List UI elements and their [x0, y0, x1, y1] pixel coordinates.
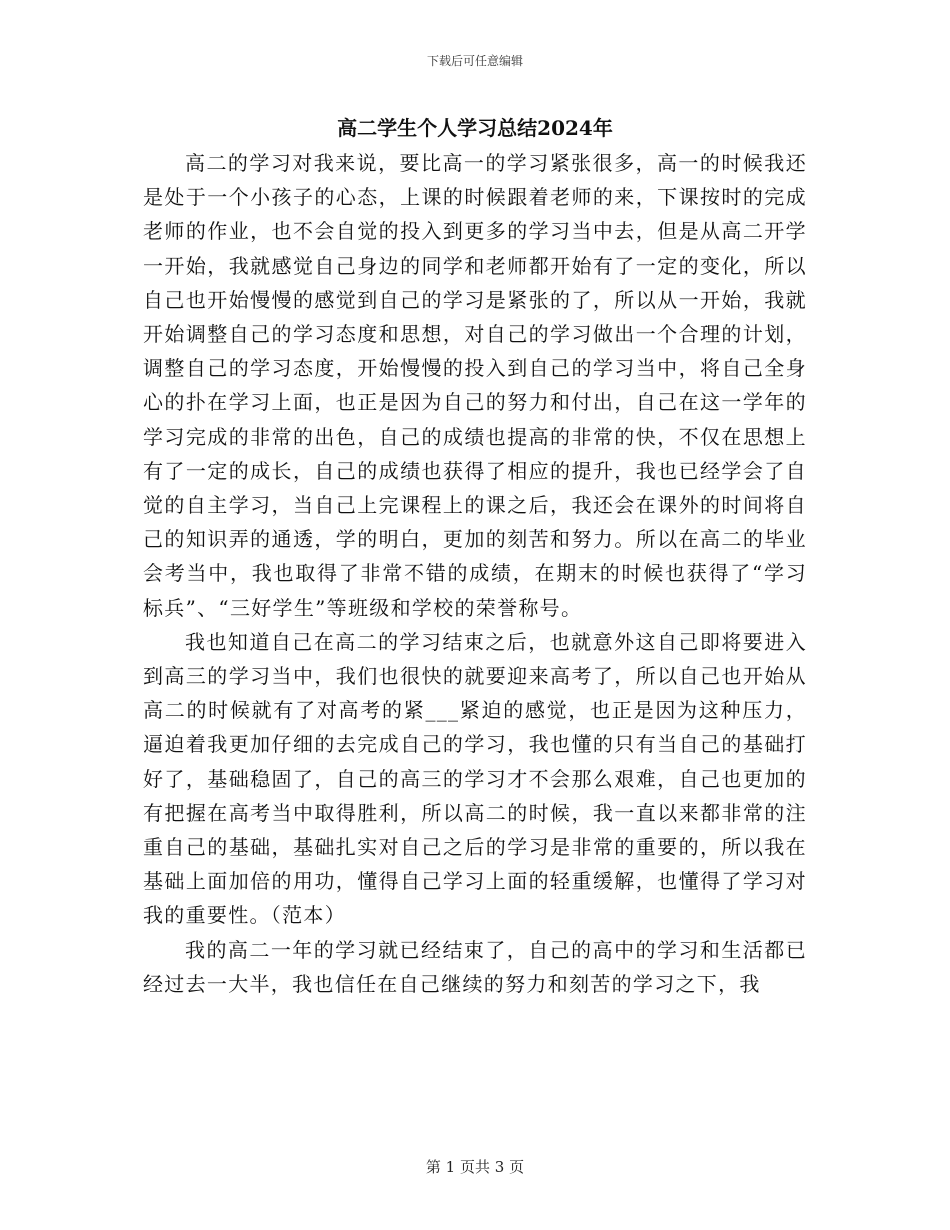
- paragraph-2: 我也知道自己在高二的学习结束之后，也就意外这自己即将要进入到高三的学习当中，我们也很快的就要迎来高考了，所以自己也开始从高二的时候就有了对高考的紧___紧迫的感觉，也正是因为这种压力，逼迫着我更加仔细的去完成自己的学习，我也懂的只有当自己的基础打好了，基础稳固了，自己的高三的学习才不会那么艰难，自己也更加的有把握在高考当中取得胜利，所以高二的时候，我一直以来都非常的注重自己的基础，基础扎实对自己之后的学习是非常的重要的，所以我在基础上面加倍的用功，懂得自己学习上面的轻重缓解，也懂得了学习对我的重要性。（范本）: [143, 629, 807, 928]
- document-body: [143, 146, 807, 1001]
- paragraph-1: 高二的学习对我来说，要比高一的学习紧张很多，高一的时候我还是处于一个小孩子的心态，上课的时候跟着老师的来，下课按时的完成老师的作业，也不会自觉的投入到更多的学习当中去，但是从高二开学一开始，我就感觉自己身边的同学和老师都开始有了一定的变化，所以自己也开始慢慢的感觉到自己的学习是紧张的了，所以从一开始，我就开始调整自己的学习态度和思想，对自己的学习做出一个合理的计划，调整自己的学习态度，开始慢慢的投入到自己的学习当中，将自己全身心的扑在学习上面，也正是因为自己的努力和付出，自己在这一学年的学习完成的非常的出色，自己的成绩也提高的非常的快，不仅在思想上有了一定的成长，自己的成绩也获得了相应的提升，我也已经学会了自觉的自主学习，当自己上完课程上的课之后，我还会在课外的时间将自己的知识弄的通透，学的明白，更加的刻苦和努力。所以在高二的毕业会考当中，我也取得了非常不错的成绩，在期末的时候也获得了“学习标兵”、“三好学生”等班级和学校的荣誉称号。: [143, 151, 807, 620]
- header-note: 下载后可任意编辑: [426, 54, 523, 68]
- page-number: 第 1 页共 3 页: [425, 1158, 525, 1176]
- page-title: 高二学生个人学习总结2024年: [337, 116, 613, 140]
- paragraph-3: 我的高二一年的学习就已经结束了，自己的高中的学习和生活都已经过去一大半，我也信任在自己继续的努力和刻苦的学习之下，我: [143, 937, 807, 996]
